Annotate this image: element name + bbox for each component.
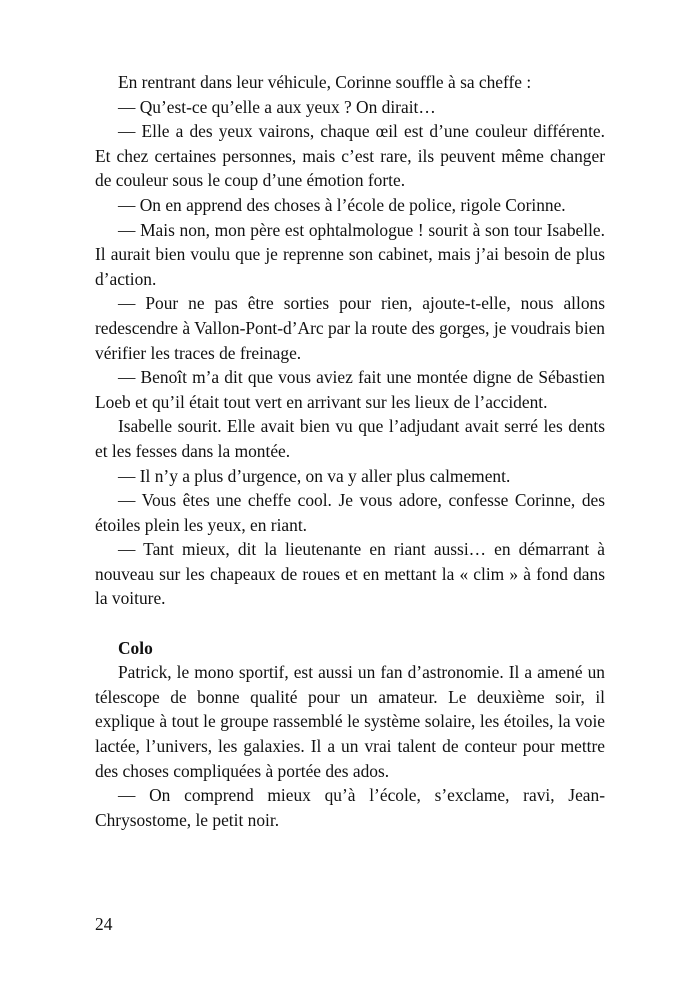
- paragraph: — On en apprend des choses à l’école de police, rigole Corinne.: [118, 194, 566, 215]
- section-title: Colo: [118, 637, 153, 658]
- paragraph: — Qu’est-ce qu’elle a aux yeux ? On dirait…: [118, 96, 436, 117]
- paragraph: — Mais non, mon père est ophtalmologue ! sourit à son tour Isabelle. Il aurait bien voulu que je reprenne son cabinet, mais j’ai besoin de plus d’action.: [95, 219, 605, 289]
- paragraph: Isabelle sourit. Elle avait bien vu que l’adjudant avait serré les dents et les fesses dans la montée.: [95, 416, 605, 461]
- paragraph: — Il n’y a plus d’urgence, on va y aller plus calmement.: [118, 465, 511, 486]
- page-body: [95, 70, 605, 832]
- paragraph: — Tant mieux, dit la lieutenante en riant aussi… en démarrant à nouveau sur les chapeaux de roues et en mettant la « clim » à fond dans la voiture.: [95, 539, 605, 609]
- paragraph: En rentrant dans leur véhicule, Corinne souffle à sa cheffe :: [118, 72, 532, 92]
- paragraph: Patrick, le mono sportif, est aussi un fan d’astronomie. Il a amené un télescope de bonne qualité pour un amateur. Le deuxième soir, il explique à tout le groupe rassemblé le système solaire, les étoiles, la voie lactée, l’univers, les galaxies. Il a un vrai talent de conteur pour mettre des choses compliquées à portée des ados.: [95, 662, 605, 781]
- paragraph: — Vous êtes une cheffe cool. Je vous adore, confesse Corinne, des étoiles plein les yeux, en riant.: [95, 490, 605, 535]
- paragraph: — Elle a des yeux vairons, chaque œil est d’une couleur différente. Et chez certaines personnes, mais c’est rare, ils peuvent même changer de couleur sous le coup d’une émotion forte.: [95, 121, 605, 191]
- paragraph: — Pour ne pas être sorties pour rien, ajoute-t-elle, nous allons redescendre à Vallon-Pont-d’Arc par la route des gorges, je voudrais bien vérifier les traces de freinage.: [95, 293, 605, 363]
- page-number: 24: [95, 914, 113, 934]
- paragraph: — On comprend mieux qu’à l’école, s’exclame, ravi, Jean-Chrysostome, le petit noir.: [95, 785, 605, 830]
- paragraph: — Benoît m’a dit que vous aviez fait une montée digne de Sébastien Loeb et qu’il était tout vert en arrivant sur les lieux de l’accident.: [95, 367, 605, 412]
- section-spacer: [95, 611, 605, 636]
